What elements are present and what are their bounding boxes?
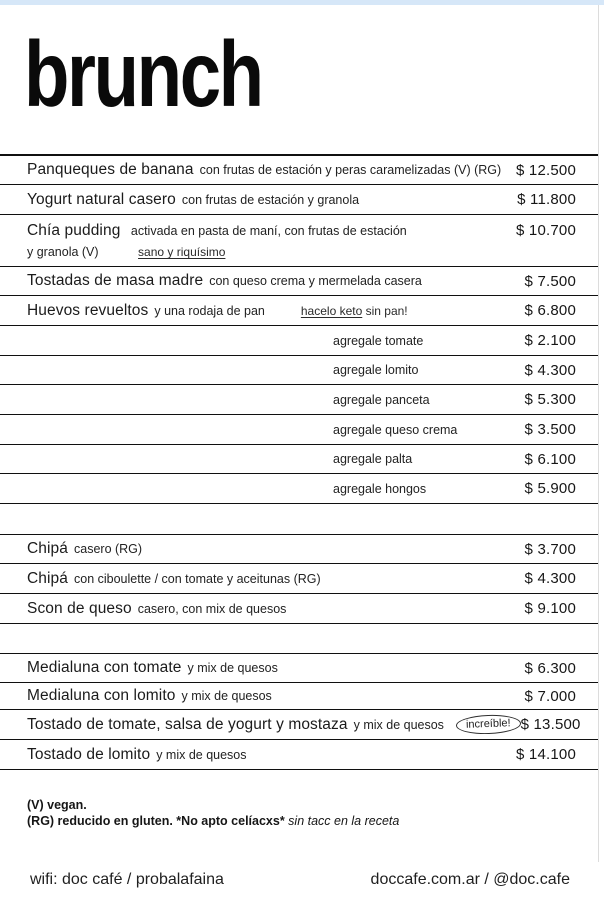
item-note-underlined: sano y riquísimo <box>138 245 226 259</box>
item-description: con frutas de estación y granola <box>181 192 360 207</box>
item-price: $ 7.000 <box>524 687 576 705</box>
addon-label: agregale hongos <box>333 481 427 496</box>
item-description: y una rodaja de pan <box>154 303 265 318</box>
page-right-edge <box>598 5 599 862</box>
addon-price: $ 6.100 <box>524 450 576 468</box>
item-price: $ 9.100 <box>524 600 576 617</box>
item-description: y mix de quesos <box>353 717 444 732</box>
footnote-vegan-text: (V) vegan. <box>27 798 87 812</box>
item-price: $ 6.300 <box>524 659 576 677</box>
item-name: Yogurt natural casero <box>27 190 176 208</box>
menu-row-item <box>0 654 598 683</box>
addon-label: agregale lomito <box>333 363 419 377</box>
item-price: $ 11.800 <box>517 191 576 208</box>
item-price: $ 4.300 <box>524 570 576 587</box>
addon-label: agregale tomate <box>333 333 424 348</box>
item-name: Medialuna con tomate <box>27 659 182 676</box>
item-price: $ 3.700 <box>524 540 576 558</box>
item-name: Medialuna con lomito <box>27 687 176 704</box>
item-line2 <box>27 245 407 259</box>
item-name: Huevos revueltos <box>27 301 149 319</box>
item-name: Chipá <box>27 540 68 557</box>
addon-label: agregale panceta <box>333 392 430 407</box>
addon-price: $ 5.900 <box>524 480 576 497</box>
item-note-underlined: hacelo keto <box>300 303 363 318</box>
addon-price: $ 3.500 <box>524 421 576 438</box>
website-social: doccafe.com.ar / @doc.cafe <box>370 871 570 888</box>
item-price: $ 12.500 <box>516 161 576 179</box>
menu-table <box>0 154 598 770</box>
item-description-continued: y granola (V) <box>27 245 99 259</box>
item-price: $ 14.100 <box>516 746 576 763</box>
footnotes <box>27 797 399 830</box>
item-name: Tostado de tomate, salsa de yogurt y mostaza <box>27 715 348 733</box>
menu-row-item-twolines <box>0 215 598 267</box>
item-line1 <box>27 222 407 240</box>
item-price: $ 13.500 <box>520 716 581 733</box>
menu-row-addon <box>0 385 598 415</box>
item-description: casero (RG) <box>74 542 143 556</box>
menu-row-spacer <box>0 624 598 654</box>
item-description: casero, con mix de quesos <box>137 601 287 616</box>
addon-label: agregale queso crema <box>333 422 458 437</box>
footnote-vegan <box>27 797 399 813</box>
menu-row-item <box>0 564 598 594</box>
item-note <box>138 245 225 259</box>
footnote-gluten-italic: sin tacc en la receta <box>288 814 400 829</box>
item-price: $ 7.500 <box>524 272 576 290</box>
item-note <box>301 304 408 318</box>
item-name: Tostadas de masa madre <box>27 272 204 289</box>
wifi-info: wifi: doc café / probalafaina <box>30 871 224 888</box>
item-name: Scon de queso <box>27 599 132 617</box>
footnote-gluten <box>27 813 399 829</box>
item-name: Chía pudding <box>27 222 121 239</box>
menu-row-addon <box>0 445 598 474</box>
item-description: y mix de quesos <box>156 747 247 762</box>
footer-bar <box>0 871 604 889</box>
menu-row-item <box>0 185 598 215</box>
footnote-gluten-bold: (RG) reducido en gluten. *No apto celíacxs* <box>27 814 285 829</box>
item-name: Panqueques de banana <box>27 161 194 178</box>
item-description: y mix de quesos <box>181 689 272 703</box>
menu-row-item <box>0 683 598 710</box>
item-text-block <box>27 222 407 259</box>
item-description: con queso crema y mermelada casera <box>209 274 422 288</box>
menu-row-item <box>0 740 598 770</box>
menu-row-addon <box>0 474 598 504</box>
page-title: brunch <box>24 22 262 126</box>
menu-row-addon <box>0 415 598 445</box>
item-name: Chipá <box>27 569 68 587</box>
addon-price: $ 2.100 <box>524 332 576 349</box>
menu-row-item <box>0 267 598 296</box>
menu-row-addon <box>0 356 598 385</box>
menu-row-item <box>0 594 598 624</box>
menu-row-item <box>0 710 598 740</box>
item-description: y mix de quesos <box>187 661 278 675</box>
item-description: con ciboulette / con tomate y aceitunas (RG) <box>74 571 321 586</box>
menu-row-spacer <box>0 504 598 535</box>
item-note-rest: sin pan! <box>362 303 408 318</box>
addon-price: $ 4.300 <box>524 361 576 379</box>
menu-row-item <box>0 296 598 326</box>
top-accent-strip <box>0 0 604 5</box>
addon-label: agregale palta <box>333 452 413 466</box>
menu-row-addon <box>0 326 598 356</box>
item-name: Tostado de lomito <box>27 745 151 763</box>
menu-row-item <box>0 156 598 185</box>
addon-price: $ 5.300 <box>524 391 576 408</box>
item-price: $ 6.800 <box>524 302 576 319</box>
menu-row-item <box>0 535 598 564</box>
item-price: $ 10.700 <box>516 222 576 239</box>
item-description: activada en pasta de maní, con frutas de estación <box>130 224 407 238</box>
item-description: con frutas de estación y peras caramelizadas (V) (RG) <box>199 163 502 177</box>
item-badge: increíble! <box>456 714 521 735</box>
